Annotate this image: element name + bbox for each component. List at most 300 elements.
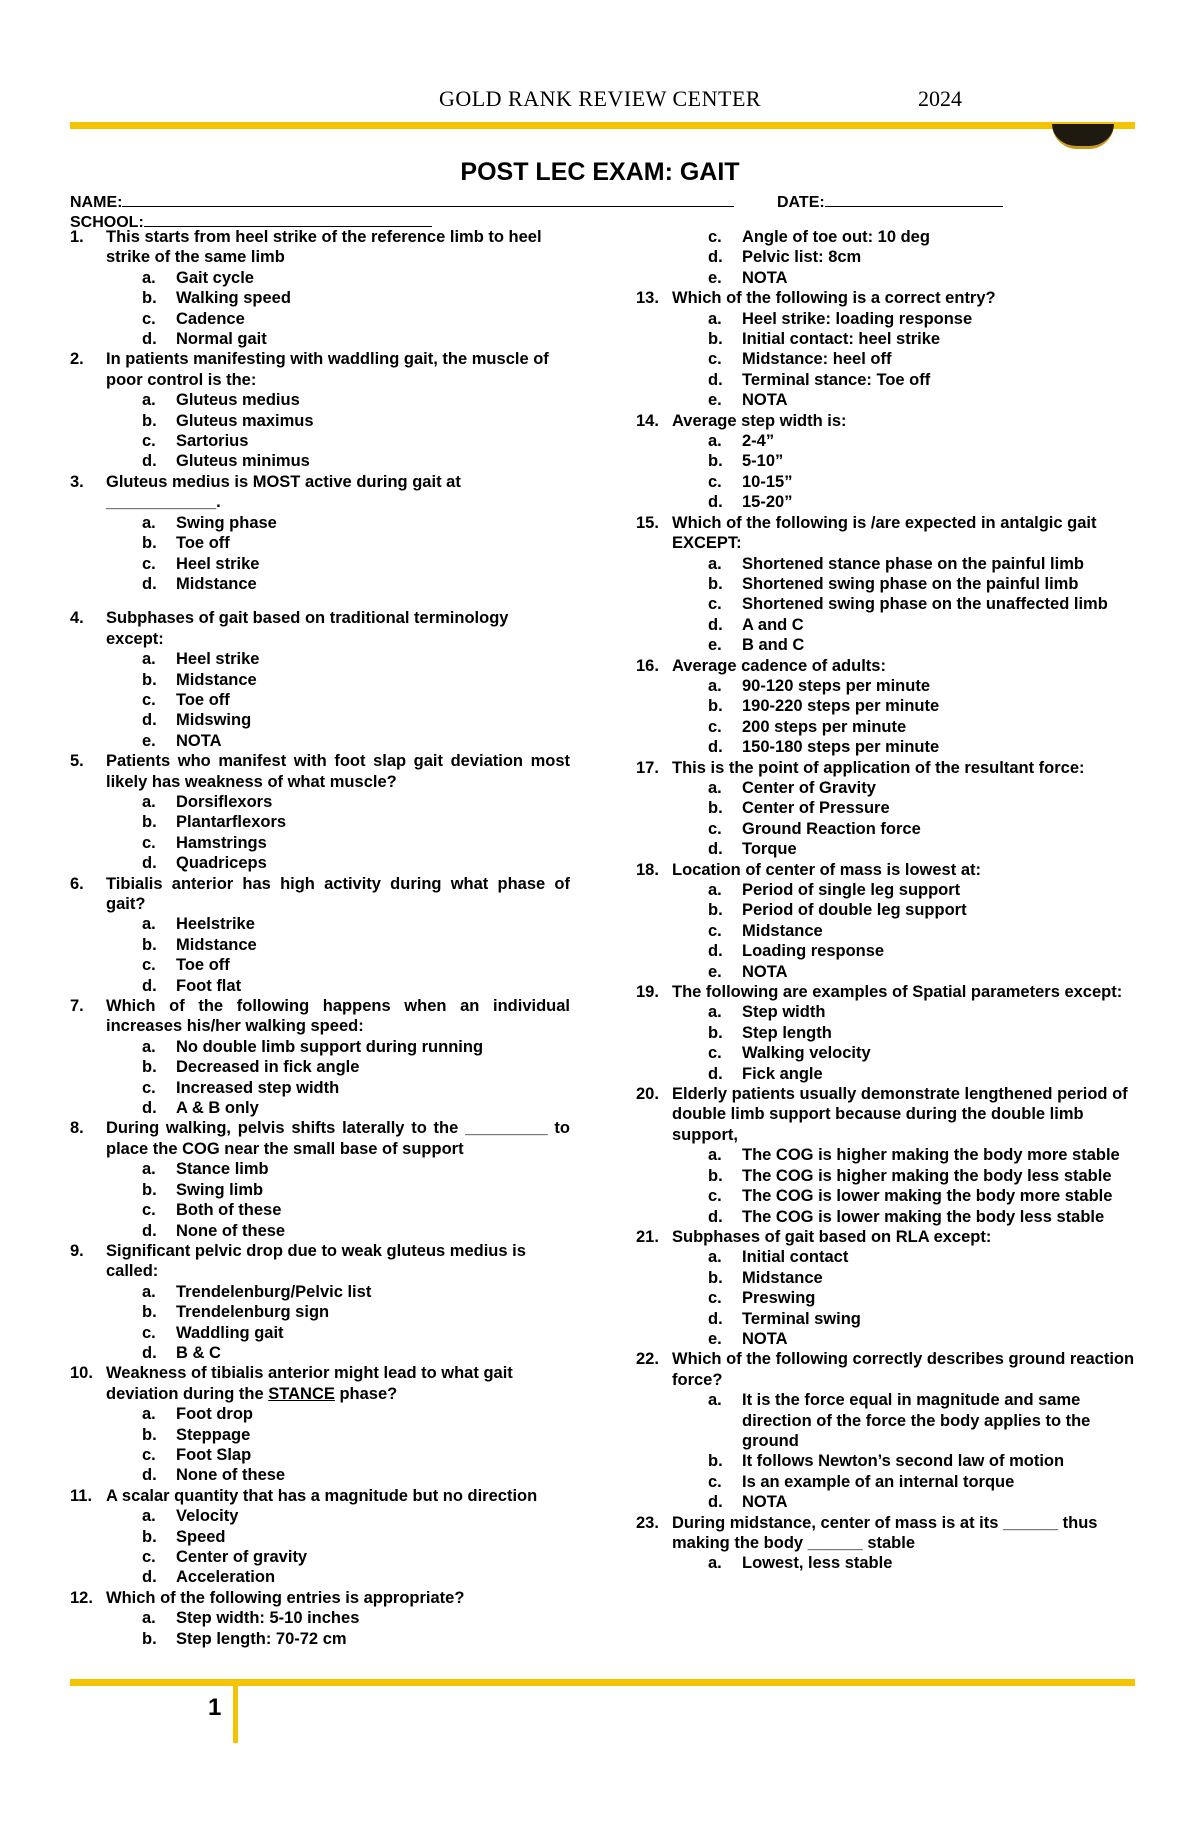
answer-option[interactable] xyxy=(70,1465,570,1485)
option-text: Swing phase xyxy=(176,513,277,532)
option-letter: b. xyxy=(708,1268,723,1287)
answer-option[interactable] xyxy=(636,798,1136,818)
question xyxy=(70,1118,570,1159)
answer-option[interactable] xyxy=(70,976,570,996)
answer-option[interactable] xyxy=(70,690,570,710)
option-letter: a. xyxy=(708,1554,722,1573)
option-letter: c. xyxy=(142,309,156,328)
answer-option[interactable] xyxy=(70,935,570,955)
option-text: Fick angle xyxy=(742,1064,823,1083)
option-letter: d. xyxy=(142,1343,157,1362)
question xyxy=(636,1513,1136,1554)
question-text: Which of the following is a correct entry? xyxy=(672,289,996,308)
option-text: Terminal stance: Toe off xyxy=(742,370,931,389)
option-letter: c. xyxy=(708,921,722,940)
option-letter: d. xyxy=(708,493,723,512)
option-letter: c. xyxy=(142,1445,156,1464)
question-text: Patients who manifest with foot slap gait deviation most likely has weakness of what muscle? xyxy=(106,752,570,791)
option-letter: a. xyxy=(142,1160,156,1179)
option-letter: c. xyxy=(142,956,156,975)
option-text: No double limb support during running xyxy=(176,1037,484,1056)
question xyxy=(70,1363,570,1404)
question-number: 13. xyxy=(636,289,659,308)
question-text: In patients manifesting with waddling gait, the muscle of poor control is the: xyxy=(106,350,549,389)
answer-option[interactable] xyxy=(636,1288,1136,1308)
question xyxy=(636,1349,1136,1390)
option-letter: c. xyxy=(708,228,722,246)
option-text: It follows Newton’s second law of motion xyxy=(742,1452,1065,1471)
question-number: 16. xyxy=(636,656,659,675)
option-text: The COG is higher making the body more stable xyxy=(742,1146,1120,1165)
question-text: This starts from heel strike of the reference limb to heel strike of the same limb xyxy=(106,228,542,267)
option-letter: a. xyxy=(142,1507,156,1526)
option-text: Both of these xyxy=(176,1201,282,1220)
option-text: Foot flat xyxy=(176,976,242,995)
option-letter: c. xyxy=(708,717,722,736)
answer-option[interactable] xyxy=(70,1425,570,1445)
option-text: The COG is lower making the body more stable xyxy=(742,1187,1113,1206)
answer-option[interactable] xyxy=(70,853,570,873)
question-number: 7. xyxy=(70,997,84,1016)
answer-option[interactable] xyxy=(636,696,1136,716)
option-text: B and C xyxy=(742,636,805,655)
option-letter: b. xyxy=(708,697,723,716)
option-text: Center of Pressure xyxy=(742,799,890,818)
answer-option[interactable] xyxy=(70,1547,570,1567)
answer-option[interactable] xyxy=(636,1186,1136,1206)
option-text: Dorsiflexors xyxy=(176,792,273,811)
option-letter: c. xyxy=(708,472,722,491)
school-blank[interactable] xyxy=(144,211,432,227)
answer-option[interactable] xyxy=(70,649,570,669)
answer-option[interactable] xyxy=(70,411,570,431)
answer-option[interactable] xyxy=(636,554,1136,574)
question-text: Tibialis anterior has high activity during what phase of gait? xyxy=(106,874,570,913)
answer-option[interactable] xyxy=(636,1451,1136,1471)
answer-option[interactable] xyxy=(70,431,570,451)
question-text: Elderly patients usually demonstrate lengthened period of double limb support because during the double limb support, xyxy=(672,1085,1128,1144)
answer-option[interactable] xyxy=(636,1207,1136,1227)
option-text: Initial contact: heel strike xyxy=(742,330,941,349)
option-letter: c. xyxy=(708,819,722,838)
option-letter: e. xyxy=(708,1329,722,1348)
option-letter: c. xyxy=(708,1472,722,1491)
option-letter: a. xyxy=(142,1037,156,1056)
option-text: NOTA xyxy=(742,962,788,981)
option-letter: c. xyxy=(142,1548,156,1566)
answer-option[interactable] xyxy=(70,710,570,730)
exam-title: POST LEC EXAM: GAIT xyxy=(460,158,740,186)
question-text: A scalar quantity that has a magnitude but no direction xyxy=(106,1486,538,1505)
option-letter: b. xyxy=(708,1166,723,1185)
answer-option[interactable] xyxy=(70,833,570,853)
question-text: Which of the following happens when an individual increases his/her walking speed: xyxy=(106,997,570,1036)
answer-option[interactable] xyxy=(636,819,1136,839)
question-number: 23. xyxy=(636,1513,659,1532)
answer-option[interactable] xyxy=(636,1390,1136,1451)
answer-option[interactable] xyxy=(70,812,570,832)
option-text: Center of Gravity xyxy=(742,778,876,797)
option-text: The COG is lower making the body less stable xyxy=(742,1207,1105,1226)
option-text: Acceleration xyxy=(176,1568,276,1587)
question-text: The following are examples of Spatial parameters except: xyxy=(672,983,1123,1002)
question-number: 3. xyxy=(70,472,84,491)
date-field xyxy=(777,191,1003,212)
option-letter: d. xyxy=(142,330,157,349)
question xyxy=(636,1227,1136,1247)
option-text: Midstance xyxy=(176,574,257,593)
option-text: 10-15” xyxy=(742,472,793,491)
option-text: It is the force equal in magnitude and same direction of the force the body applies to the ground xyxy=(742,1391,1091,1450)
option-letter: a. xyxy=(142,1609,156,1628)
option-letter: a. xyxy=(708,778,722,797)
question xyxy=(70,996,570,1037)
option-letter: d. xyxy=(708,942,723,961)
question xyxy=(70,472,570,513)
option-text: Gait cycle xyxy=(176,268,254,287)
question-text: Subphases of gait based on traditional terminology except: xyxy=(106,609,509,648)
answer-option[interactable] xyxy=(70,792,570,812)
answer-option[interactable] xyxy=(70,390,570,410)
option-letter: c. xyxy=(708,595,722,614)
option-text: Walking speed xyxy=(176,289,291,308)
question-text: Significant pelvic drop due to weak gluteus medius is called: xyxy=(106,1241,526,1281)
option-text: Swing limb xyxy=(176,1180,264,1199)
answer-option[interactable] xyxy=(70,731,570,751)
option-letter: a. xyxy=(708,676,722,695)
answer-option[interactable] xyxy=(70,1221,570,1241)
option-letter: e. xyxy=(708,391,722,410)
option-text: Angle of toe out: 10 deg xyxy=(742,228,930,246)
option-letter: a. xyxy=(142,1405,156,1424)
option-letter: e. xyxy=(708,268,722,287)
option-text: Initial contact xyxy=(742,1248,849,1267)
option-text: Quadriceps xyxy=(176,854,267,873)
answer-option[interactable] xyxy=(636,227,1136,247)
option-letter: a. xyxy=(142,1282,156,1301)
answer-option[interactable] xyxy=(70,1527,570,1547)
option-text: Waddling gait xyxy=(176,1323,284,1342)
answer-option[interactable] xyxy=(636,962,1136,982)
option-letter: d. xyxy=(142,1099,157,1118)
option-letter: e. xyxy=(708,636,722,655)
option-text: NOTA xyxy=(742,391,788,410)
option-letter: b. xyxy=(708,1023,723,1042)
option-letter: a. xyxy=(708,1146,722,1165)
answer-option[interactable] xyxy=(70,1404,570,1424)
option-letter: d. xyxy=(142,574,157,593)
question xyxy=(70,1486,570,1506)
option-letter: b. xyxy=(708,1452,723,1471)
option-text: Plantarflexors xyxy=(176,813,287,832)
question-text: Gluteus medius is MOST active during gait at ____________. xyxy=(106,472,461,512)
option-text: Toe off xyxy=(176,956,230,975)
date-label: DATE: xyxy=(777,194,825,211)
option-text: Ground Reaction force xyxy=(742,819,921,838)
option-letter: c. xyxy=(142,833,156,852)
answer-option[interactable] xyxy=(636,492,1136,512)
question xyxy=(636,1084,1136,1145)
answer-option[interactable] xyxy=(636,1553,1136,1573)
answer-option[interactable] xyxy=(636,615,1136,635)
school-label: SCHOOL: xyxy=(70,214,144,231)
question-text: This is the point of application of the resultant force: xyxy=(672,758,1085,777)
question xyxy=(70,227,570,268)
answer-option[interactable] xyxy=(70,914,570,934)
question-number: 20. xyxy=(636,1085,659,1104)
answer-option[interactable] xyxy=(70,309,570,329)
option-letter: a. xyxy=(142,792,156,811)
answer-option[interactable] xyxy=(636,370,1136,390)
answer-option[interactable] xyxy=(636,329,1136,349)
option-letter: a. xyxy=(708,881,722,899)
option-letter: a. xyxy=(708,554,722,573)
question-text-pre: Weakness of tibialis anterior might lead to what gait deviation during the xyxy=(106,1364,513,1403)
answer-option[interactable] xyxy=(636,839,1136,859)
option-text: Foot Slap xyxy=(176,1445,252,1464)
question xyxy=(70,1588,570,1608)
question-text: During midstance, center of mass is at its ______ thus making the body ______ stable xyxy=(672,1513,1098,1552)
option-text: 15-20” xyxy=(742,493,793,512)
option-letter: d. xyxy=(142,711,157,730)
answer-option[interactable] xyxy=(70,533,570,553)
answer-option[interactable] xyxy=(70,1078,570,1098)
answer-option[interactable] xyxy=(636,594,1136,614)
option-text: Gluteus medius xyxy=(176,391,300,410)
option-letter: c. xyxy=(708,1187,722,1206)
answer-option[interactable] xyxy=(70,574,570,594)
answer-option[interactable] xyxy=(636,1329,1136,1349)
option-text: NOTA xyxy=(176,731,222,750)
option-letter: c. xyxy=(142,1323,156,1342)
option-letter: b. xyxy=(142,935,157,954)
answer-option[interactable] xyxy=(636,1023,1136,1043)
option-letter: d. xyxy=(708,840,723,859)
option-text: Step length: 70-72 cm xyxy=(176,1629,347,1648)
answer-option[interactable] xyxy=(70,288,570,308)
answer-option[interactable] xyxy=(70,268,570,288)
answer-option[interactable] xyxy=(636,1064,1136,1084)
option-letter: b. xyxy=(708,799,723,818)
answer-option[interactable] xyxy=(70,1567,570,1587)
answer-option[interactable] xyxy=(70,1098,570,1118)
option-text: Velocity xyxy=(176,1507,239,1526)
date-blank[interactable] xyxy=(825,191,1003,207)
answer-option[interactable] xyxy=(70,1159,570,1179)
question-number: 9. xyxy=(70,1241,84,1260)
option-letter: e. xyxy=(708,962,722,981)
question-number: 10. xyxy=(70,1364,93,1383)
answer-option[interactable] xyxy=(636,1492,1136,1512)
answer-option[interactable] xyxy=(70,670,570,690)
answer-option[interactable] xyxy=(70,451,570,471)
answer-option[interactable] xyxy=(636,1309,1136,1329)
answer-option[interactable] xyxy=(636,880,1136,900)
option-letter: a. xyxy=(142,268,156,287)
option-text: Shortened swing phase on the unaffected limb xyxy=(742,595,1108,614)
answer-option[interactable] xyxy=(70,1282,570,1302)
option-text: Heel strike: loading response xyxy=(742,309,973,328)
answer-option[interactable] xyxy=(70,1506,570,1526)
answer-option[interactable] xyxy=(636,1002,1136,1022)
option-letter: b. xyxy=(142,1058,157,1077)
header-rule xyxy=(70,122,1135,129)
option-text: Trendelenburg/Pelvic list xyxy=(176,1282,372,1301)
option-text: B & C xyxy=(176,1343,221,1362)
answer-option[interactable] xyxy=(70,554,570,574)
question-text: Average step width is: xyxy=(672,411,847,430)
option-letter: b. xyxy=(142,1180,157,1199)
option-text: Heelstrike xyxy=(176,915,255,934)
option-letter: b. xyxy=(142,289,157,308)
answer-option[interactable] xyxy=(636,676,1136,696)
answer-option[interactable] xyxy=(636,778,1136,798)
option-letter: d. xyxy=(142,1221,157,1240)
option-text: Shortened swing phase on the painful limb xyxy=(742,574,1079,593)
option-text: Preswing xyxy=(742,1289,816,1308)
option-letter: d. xyxy=(708,1493,723,1512)
option-letter: c. xyxy=(142,1201,156,1220)
option-text: The COG is higher making the body less stable xyxy=(742,1166,1112,1185)
answer-option[interactable] xyxy=(636,247,1136,267)
option-text: Midswing xyxy=(176,711,252,730)
question-text: Average cadence of adults: xyxy=(672,656,886,675)
option-text: A & B only xyxy=(176,1099,259,1118)
option-text: 5-10” xyxy=(742,452,784,471)
answer-option[interactable] xyxy=(70,1057,570,1077)
answer-option[interactable] xyxy=(636,635,1136,655)
option-letter: d. xyxy=(708,1064,723,1083)
option-letter: b. xyxy=(708,901,723,920)
option-text: Shortened stance phase on the painful limb xyxy=(742,554,1084,573)
question-number: 11. xyxy=(70,1486,93,1505)
option-letter: b. xyxy=(708,574,723,593)
answer-option[interactable] xyxy=(636,737,1136,757)
question-text: Which of the following is /are expected in antalgic gait EXCEPT: xyxy=(672,513,1097,553)
option-text: Step width: 5-10 inches xyxy=(176,1609,360,1628)
header-title: GOLD RANK REVIEW CENTER xyxy=(438,86,762,111)
answer-option[interactable] xyxy=(636,309,1136,329)
option-letter: a. xyxy=(708,1248,722,1267)
left-column xyxy=(70,227,570,1649)
answer-option[interactable] xyxy=(636,349,1136,369)
option-text: Midstance: heel off xyxy=(742,350,892,369)
option-text: Center of gravity xyxy=(176,1548,308,1566)
answer-option[interactable] xyxy=(70,1445,570,1465)
answer-option[interactable] xyxy=(70,955,570,975)
option-text: Cadence xyxy=(176,309,245,328)
option-text: None of these xyxy=(176,1466,286,1485)
answer-option[interactable] xyxy=(636,1247,1136,1267)
option-text: Gluteus minimus xyxy=(176,452,310,471)
answer-option[interactable] xyxy=(636,900,1136,920)
option-text: Normal gait xyxy=(176,330,267,349)
option-letter: b. xyxy=(142,1303,157,1322)
answer-option[interactable] xyxy=(636,574,1136,594)
question-text: Location of center of mass is lowest at: xyxy=(672,860,981,879)
option-letter: d. xyxy=(708,370,723,389)
answer-option[interactable] xyxy=(636,268,1136,288)
answer-option[interactable] xyxy=(636,941,1136,961)
option-text: Increased step width xyxy=(176,1078,340,1097)
logo-emblem-icon xyxy=(1052,124,1114,149)
question xyxy=(636,656,1136,676)
question-number: 22. xyxy=(636,1350,659,1369)
question-number: 19. xyxy=(636,983,659,1002)
name-label: NAME: xyxy=(70,194,123,211)
answer-option[interactable] xyxy=(636,921,1136,941)
answer-option[interactable] xyxy=(636,1268,1136,1288)
option-text: Gluteus maximus xyxy=(176,411,314,430)
option-letter: d. xyxy=(708,615,723,634)
option-text: Steppage xyxy=(176,1425,251,1444)
option-text: A and C xyxy=(742,615,804,634)
option-text: 200 steps per minute xyxy=(742,717,907,736)
answer-option[interactable] xyxy=(70,1608,570,1628)
answer-option[interactable] xyxy=(70,1200,570,1220)
answer-option[interactable] xyxy=(636,717,1136,737)
answer-option[interactable] xyxy=(636,451,1136,471)
name-blank[interactable] xyxy=(122,191,734,207)
answer-option[interactable] xyxy=(70,1343,570,1363)
question xyxy=(636,758,1136,778)
answer-option[interactable] xyxy=(636,431,1136,451)
option-text: Step width xyxy=(742,1003,826,1022)
answer-option[interactable] xyxy=(636,472,1136,492)
answer-option[interactable] xyxy=(636,390,1136,410)
answer-option[interactable] xyxy=(70,513,570,533)
answer-option[interactable] xyxy=(636,1166,1136,1186)
answer-option[interactable] xyxy=(636,1472,1136,1492)
option-text: Foot drop xyxy=(176,1405,253,1424)
option-letter: c. xyxy=(708,350,722,369)
question xyxy=(636,982,1136,1002)
question xyxy=(70,1241,570,1282)
question-number: 4. xyxy=(70,609,84,628)
answer-option[interactable] xyxy=(70,1629,570,1649)
option-text: Is an example of an internal torque xyxy=(742,1472,1015,1491)
option-letter: c. xyxy=(142,554,156,573)
option-text: NOTA xyxy=(742,1329,788,1348)
option-text: Toe off xyxy=(176,534,230,553)
question xyxy=(636,860,1136,880)
option-text: Heel strike xyxy=(176,650,260,669)
option-letter: a. xyxy=(708,1003,722,1022)
option-text: Toe off xyxy=(176,690,230,709)
option-letter: a. xyxy=(142,513,156,532)
question xyxy=(636,411,1136,431)
answer-option[interactable] xyxy=(70,1037,570,1057)
answer-option[interactable] xyxy=(636,1043,1136,1063)
question-text: Which of the following correctly describes ground reaction force? xyxy=(672,1350,1135,1389)
question xyxy=(70,349,570,390)
option-text: 190-220 steps per minute xyxy=(742,697,940,716)
option-text: Sartorius xyxy=(176,432,249,451)
option-letter: a. xyxy=(708,309,722,328)
answer-option[interactable] xyxy=(70,1302,570,1322)
option-text: Step length xyxy=(742,1023,832,1042)
option-letter: a. xyxy=(142,915,156,934)
option-text: NOTA xyxy=(742,1493,788,1512)
option-text: Pelvic list: 8cm xyxy=(742,248,862,267)
option-letter: c. xyxy=(142,1078,156,1097)
question-number: 6. xyxy=(70,874,84,893)
answer-option[interactable] xyxy=(70,1323,570,1343)
answer-option[interactable] xyxy=(70,329,570,349)
option-letter: d. xyxy=(708,1207,723,1226)
answer-option[interactable] xyxy=(636,1145,1136,1165)
answer-option[interactable] xyxy=(70,1180,570,1200)
